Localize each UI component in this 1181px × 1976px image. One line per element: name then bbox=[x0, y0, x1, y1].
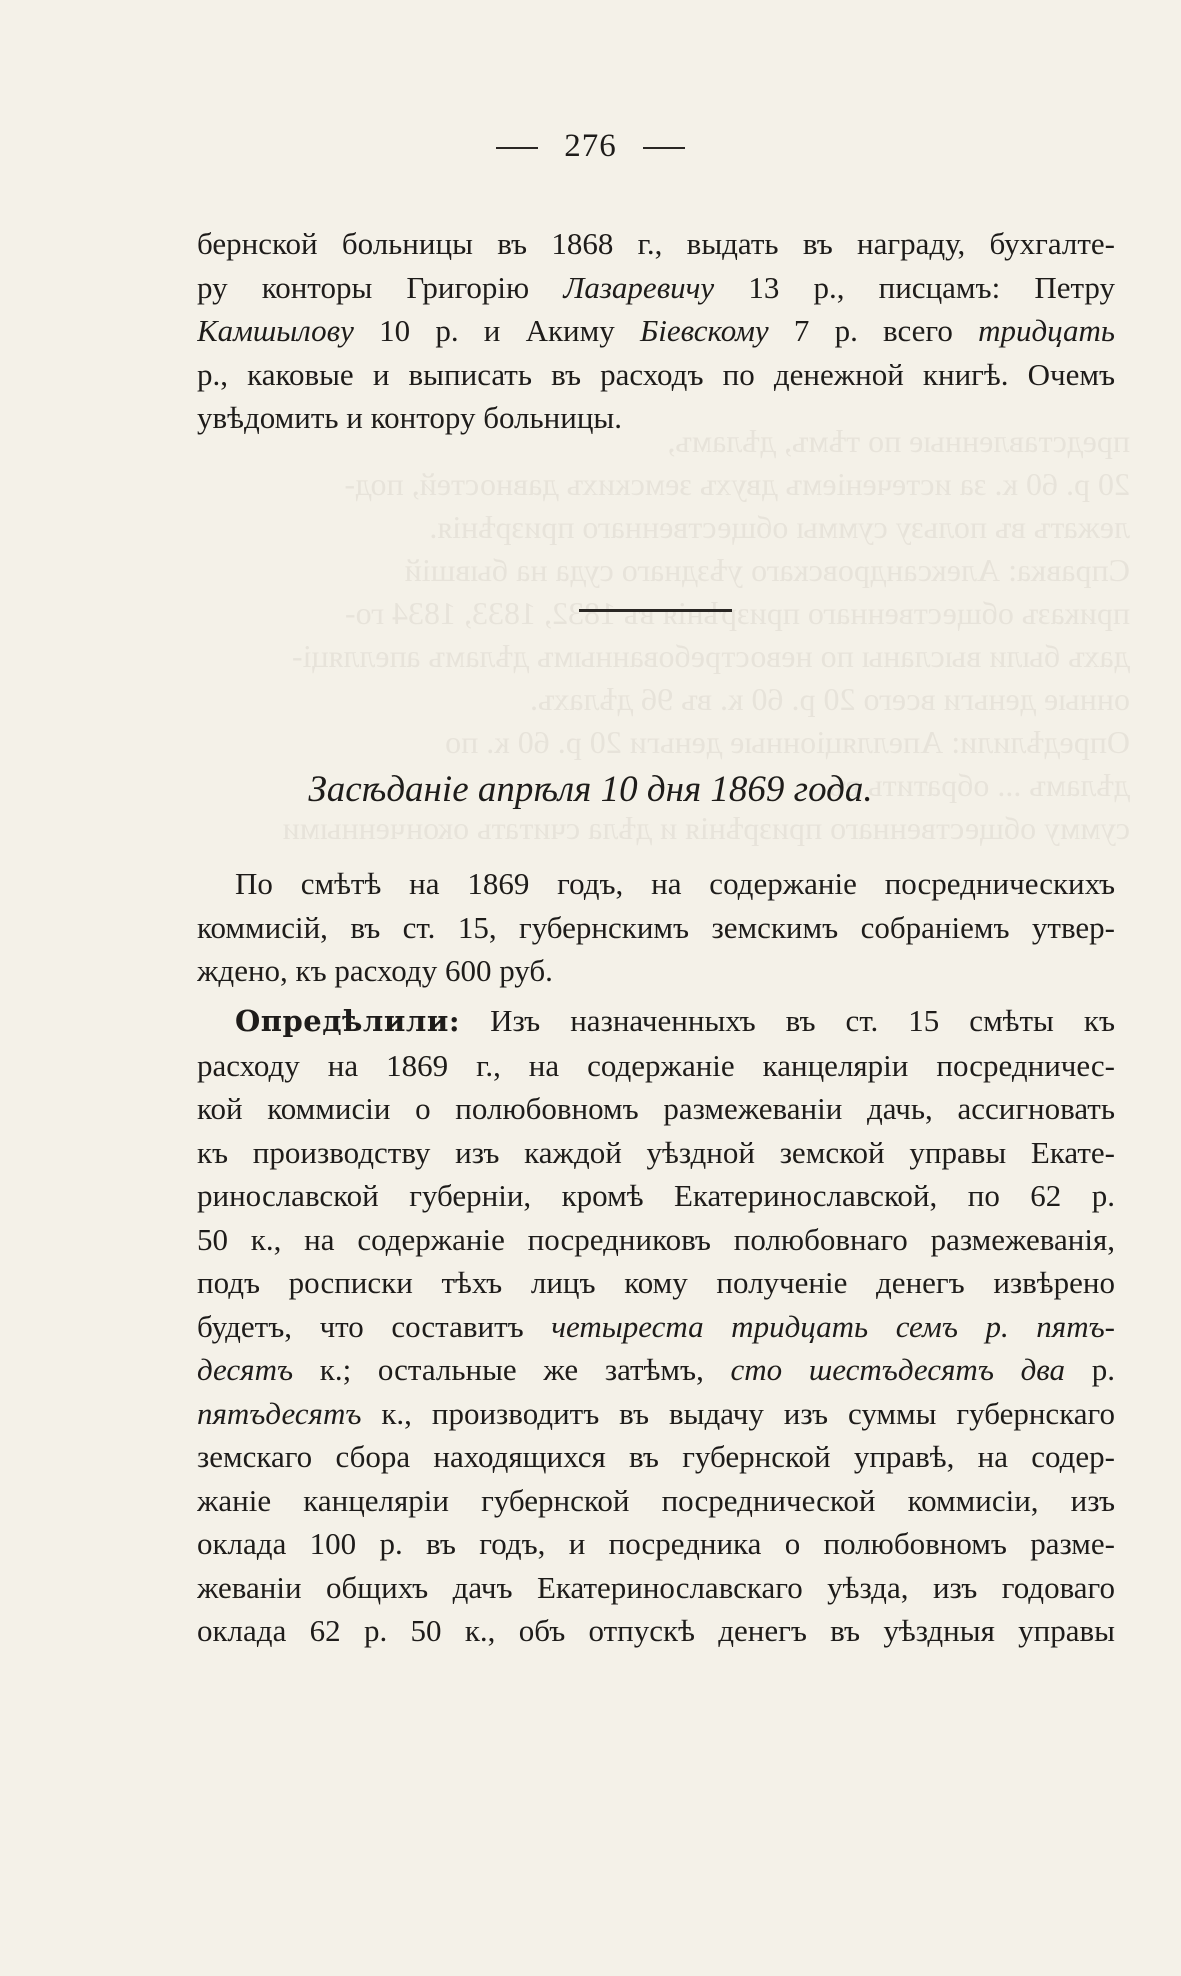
text-line: оклада 100 р. въ годъ, и посредника о полюбовномъ разме- bbox=[197, 1526, 1115, 1561]
session-heading: Засѣданіе апрѣля 10 дня 1869 года. bbox=[308, 769, 873, 810]
text-line: жаніе канцеляріи губернской посреднической коммисіи, изъ bbox=[197, 1482, 1115, 1518]
text-line: ру конторы Григорію Лазаревичу 13 р., писцамъ: Петру bbox=[197, 269, 1115, 305]
italic-amount: четыреста тридцать семъ р. пятъ- bbox=[551, 1308, 1115, 1344]
bleed-through-text: представленные по тѣмъ, дѣламъ, 20 р. 60 к. за истеченіемъ двухъ земскихъ давностей, под- лежатъ въ пользу суммы общественнаго призрѣнія. Справка: Александровскаго уѣзднаго суда на бывшій приказъ общественнаго призрѣнія въ 1832, 1833, 1834 го- дахъ были высланы по невостребованнымъ дѣламъ апелляці- онные деньги всего 20 р. 60 к. въ 96 дѣлахъ. Опредѣлили: Апелляціонные деньги 20 р. 60 к. по дѣламъ ... обратить въ сумму общественнаго призрѣнія и дѣла считать оконченными bbox=[282, 423, 1130, 846]
resolution-paragraph bbox=[197, 999, 1115, 1653]
text-line: земскаго сбора находящихся въ губернской управѣ, на содер- bbox=[197, 1439, 1115, 1474]
italic-name: Камшылову bbox=[197, 313, 354, 348]
text-line: По смѣтѣ на 1869 годъ, на содержаніе посредническихъ bbox=[235, 866, 1115, 901]
page-number-left-dash bbox=[496, 147, 538, 149]
text-line: жеваніи общихъ дачъ Екатеринославскаго уѣзда, изъ годоваго bbox=[197, 1569, 1115, 1605]
text-line: десятъ к.; остальные же затѣмъ, сто шестъдесятъ два р. bbox=[197, 1352, 1115, 1387]
section-divider bbox=[579, 609, 732, 612]
italic-amount: десятъ bbox=[197, 1352, 294, 1387]
text-line: коммисій, въ ст. 15, губернскимъ земскимъ собраніемъ утвер- bbox=[197, 909, 1115, 945]
text-line: ждено, къ расходу 600 руб. bbox=[197, 953, 553, 988]
page-number bbox=[0, 128, 1181, 165]
italic-name: Лазаревичу bbox=[563, 269, 715, 305]
text-line: 50 к., на содержаніе посредниковъ полюбовнаго размежеванія, bbox=[197, 1221, 1115, 1257]
text-line: Опредѣлили: Изъ назначенныхъ въ ст. 15 смѣты къ bbox=[235, 1003, 1115, 1038]
page-number-right-dash bbox=[643, 147, 685, 149]
text-line: ринославской губерніи, кромѣ Екатеринославской, по 62 р. bbox=[197, 1178, 1115, 1213]
text-line: подъ росписки тѣхъ лицъ кому полученіе денегъ извѣрено bbox=[197, 1265, 1115, 1300]
text-line: пятъдесятъ к., производитъ въ выдачу изъ суммы губернскаго bbox=[197, 1395, 1115, 1431]
text-line: р., каковые и выписать въ расходъ по денежной книгѣ. Очемъ bbox=[197, 356, 1115, 392]
italic-amount: пятъдесятъ bbox=[197, 1395, 362, 1431]
italic-amount: тридцать bbox=[978, 313, 1115, 348]
text-line: расходу на 1869 г., на содержаніе канцеляріи посредничес- bbox=[197, 1047, 1115, 1083]
continuation-paragraph bbox=[197, 222, 1115, 440]
text-line: бернской больницы въ 1868 г., выдать въ награду, бухгалте- bbox=[197, 226, 1115, 261]
text-line: будетъ, что составитъ четыреста тридцать семъ р. пятъ- bbox=[197, 1308, 1115, 1344]
italic-name: Біевскому bbox=[639, 313, 769, 348]
resolution-lead: Опредѣлили: bbox=[235, 1004, 461, 1038]
text-line: оклада 62 р. 50 к., объ отпускѣ денегъ въ уѣздныя управы bbox=[197, 1613, 1115, 1648]
text-line: увѣдомить и контору больницы. bbox=[197, 400, 623, 435]
estimate-paragraph bbox=[197, 862, 1115, 993]
text-line: къ производству изъ каждой уѣздной земской управы Екате- bbox=[197, 1134, 1115, 1170]
page-number-value: 276 bbox=[564, 128, 617, 164]
text-line: Камшылову 10 р. и Акиму Біевскому 7 р. всего тридцать bbox=[197, 313, 1115, 348]
italic-amount: сто шестъдесятъ два bbox=[730, 1352, 1066, 1387]
text-line: кой коммисіи о полюбовномъ размежеваніи дачь, ассигновать bbox=[197, 1091, 1115, 1126]
